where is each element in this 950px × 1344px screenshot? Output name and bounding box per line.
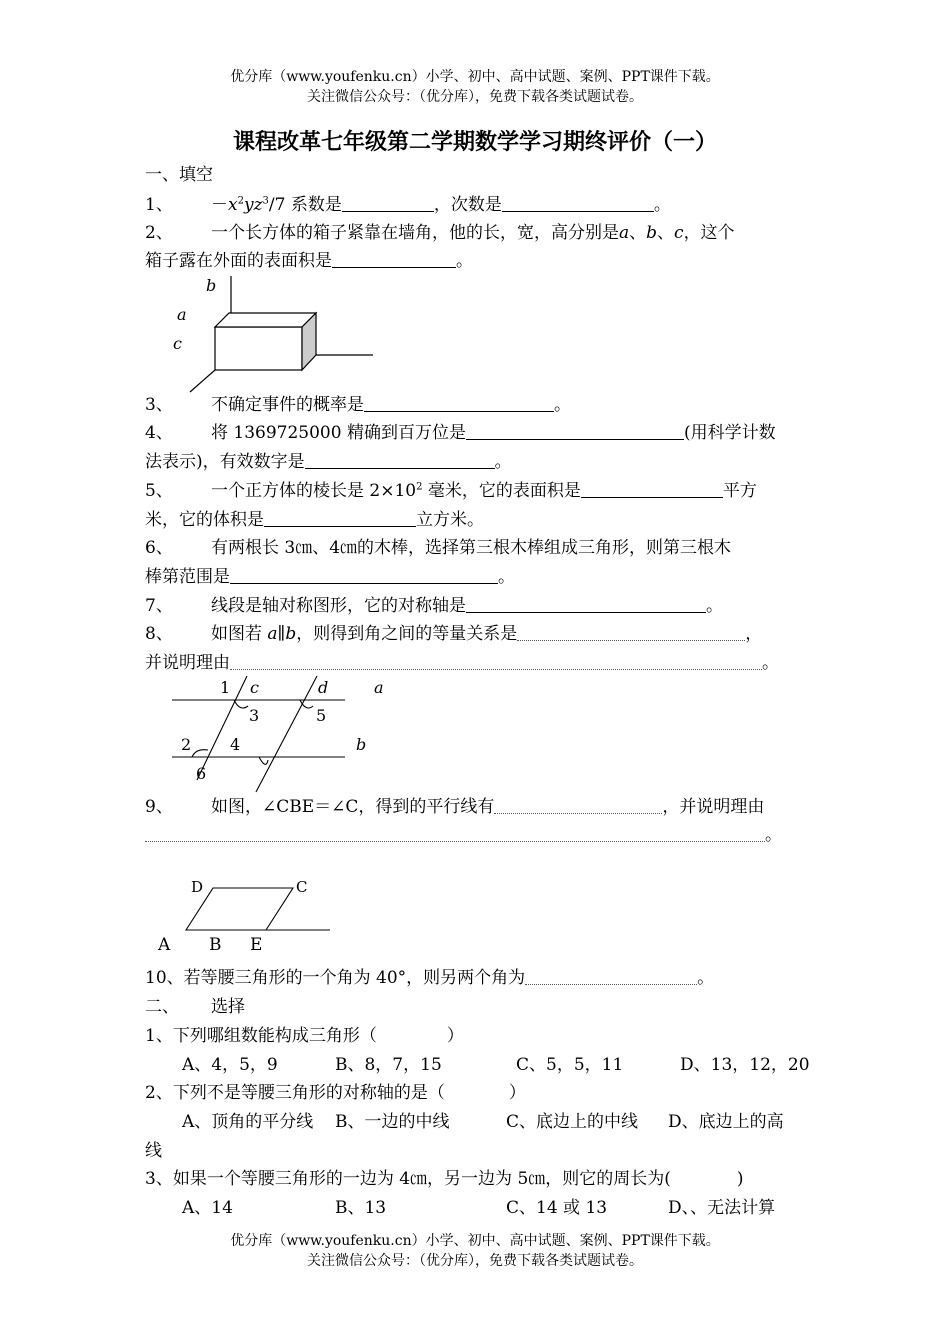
question-2-cont: 箱子露在外面的表面积是 。 [145,251,473,271]
question-2: 2、 一个长方体的箱子紧靠在墙角，他的长，宽，高分别是a、b、c，这个 [145,223,735,243]
fig2-label-4: 4 [230,735,241,754]
page-title: 课程改革七年级第二学期数学学习期终评价（一） [232,129,717,155]
fig3-label-E: E [250,935,263,955]
header-line-1: 优分库（www.youfenku.cn）小学、初中、高中试题、案例、PPT课件下载。 [230,69,720,85]
choice-2: 2、下列不是等腰三角形的对称轴的是（ ） [145,1083,526,1103]
question-9: 9、 如图，∠CBE＝∠C，得到的平行线有 ，并说明理由 [145,797,765,817]
c3-option-a[interactable]: A、14 [182,1198,233,1218]
fig2-label-3: 3 [249,706,260,725]
fig2-label-c: c [250,678,259,697]
question-8-cont: 并说明理由 。 [145,653,779,673]
question-7: 7、 线段是轴对称图形，它的对称轴是 。 [145,596,723,616]
question-6: 6、 有两根长 3㎝、4㎝的木棒，选择第三根木棒组成三角形，则第三根木 [145,538,732,558]
q3-blank[interactable] [364,395,554,412]
q5-blank-area[interactable] [581,481,723,498]
question-6-cont: 棒第范围是 。 [145,567,515,587]
fig2-label-b: b [356,735,367,754]
fig2-label-d: d [318,678,329,697]
q6-blank[interactable] [230,567,498,584]
c3-option-d[interactable]: D、、无法计算 [668,1198,776,1218]
c1-option-b[interactable]: B、8，7，15 [335,1055,442,1075]
fig3-label-A: A [158,935,171,955]
section-choice: 二、 选择 [145,997,245,1017]
question-10: 10、若等腰三角形的一个角为 40°，则另两个角为 。 [145,968,715,988]
q4-blank-sigfigs[interactable] [305,452,495,469]
q8-blank-relation[interactable] [517,624,745,641]
footer-line-1: 优分库（www.youfenku.cn）小学、初中、高中试题、案例、PPT课件下载。 [230,1233,720,1249]
question-1: 1、 $-x^2yz^3/7$ 系数是 ，次数是 。 [145,195,671,215]
fig1-label-b: b [206,276,217,295]
fig2-label-5: 5 [316,706,327,725]
fig2-label-1: 1 [220,678,231,697]
c2-option-a[interactable]: A、顶角的平分线 [182,1112,314,1132]
parallelogram-figure [186,888,330,930]
question-4: 4、 将 1369725000 精确到百万位是 (用科学计数 [145,423,776,443]
header-line-2: 关注微信公众号：（优分库），免费下载各类试题试卷。 [307,89,643,105]
fig1-label-a: a [177,305,187,324]
question-5: 5、 一个正方体的棱长是 $2\times 10^2$ 毫米，它的表面积是 平方 [145,481,757,501]
c1-option-a[interactable]: A、4，5，9 [182,1055,278,1075]
question-9-cont: 。 [145,820,782,845]
q8-blank-reason[interactable] [230,653,762,670]
q5-blank-volume[interactable] [264,510,416,527]
fig2-label-a: a [374,678,384,697]
choice-3: 3、如果一个等腰三角形的一边为 4㎝，另一边为 5㎝，则它的周长为( ) [145,1169,744,1189]
q7-blank[interactable] [466,596,706,613]
c3-option-c[interactable]: C、14 或 13 [506,1198,608,1218]
question-8: 8、 如图若 a∥b，则得到角之间的等量关系是 ， [145,624,763,644]
c2-option-c[interactable]: C、底边上的中线 [506,1112,639,1132]
question-4-cont: 法表示)，有效数字是 。 [145,452,512,472]
fig3-label-D: D [191,878,204,896]
footer-line-2: 关注微信公众号：（优分库），免费下载各类试题试卷。 [307,1253,643,1269]
c2-option-d[interactable]: D、底边上的高 [668,1112,784,1132]
q4-blank-scientific[interactable] [466,423,684,440]
question-5-cont: 米，它的体积是 立方米。 [145,510,484,530]
q10-blank[interactable] [525,968,697,985]
fig3-label-C: C [296,878,308,896]
c1-option-c[interactable]: C、5，5，11 [516,1055,624,1075]
fig2-label-6: 6 [196,764,207,783]
fig3-label-B: B [209,935,222,955]
choice-1: 1、下列哪组数能构成三角形（ ） [145,1026,464,1046]
question-3: 3、 不确定事件的概率是 。 [145,395,571,415]
q9-blank-parallel[interactable] [494,797,662,814]
q9-blank-reason[interactable] [145,825,765,842]
c3-option-b[interactable]: B、13 [335,1198,387,1218]
fig1-label-c: c [173,334,182,353]
c2-option-d-cont: 线 [145,1141,162,1161]
fig2-label-2: 2 [181,735,192,754]
c2-option-b[interactable]: B、一边的中线 [335,1112,450,1132]
box-figure [190,276,373,392]
c1-option-d[interactable]: D、13，12，20 [680,1055,810,1075]
section-fill-in: 一、填空 [145,165,213,185]
